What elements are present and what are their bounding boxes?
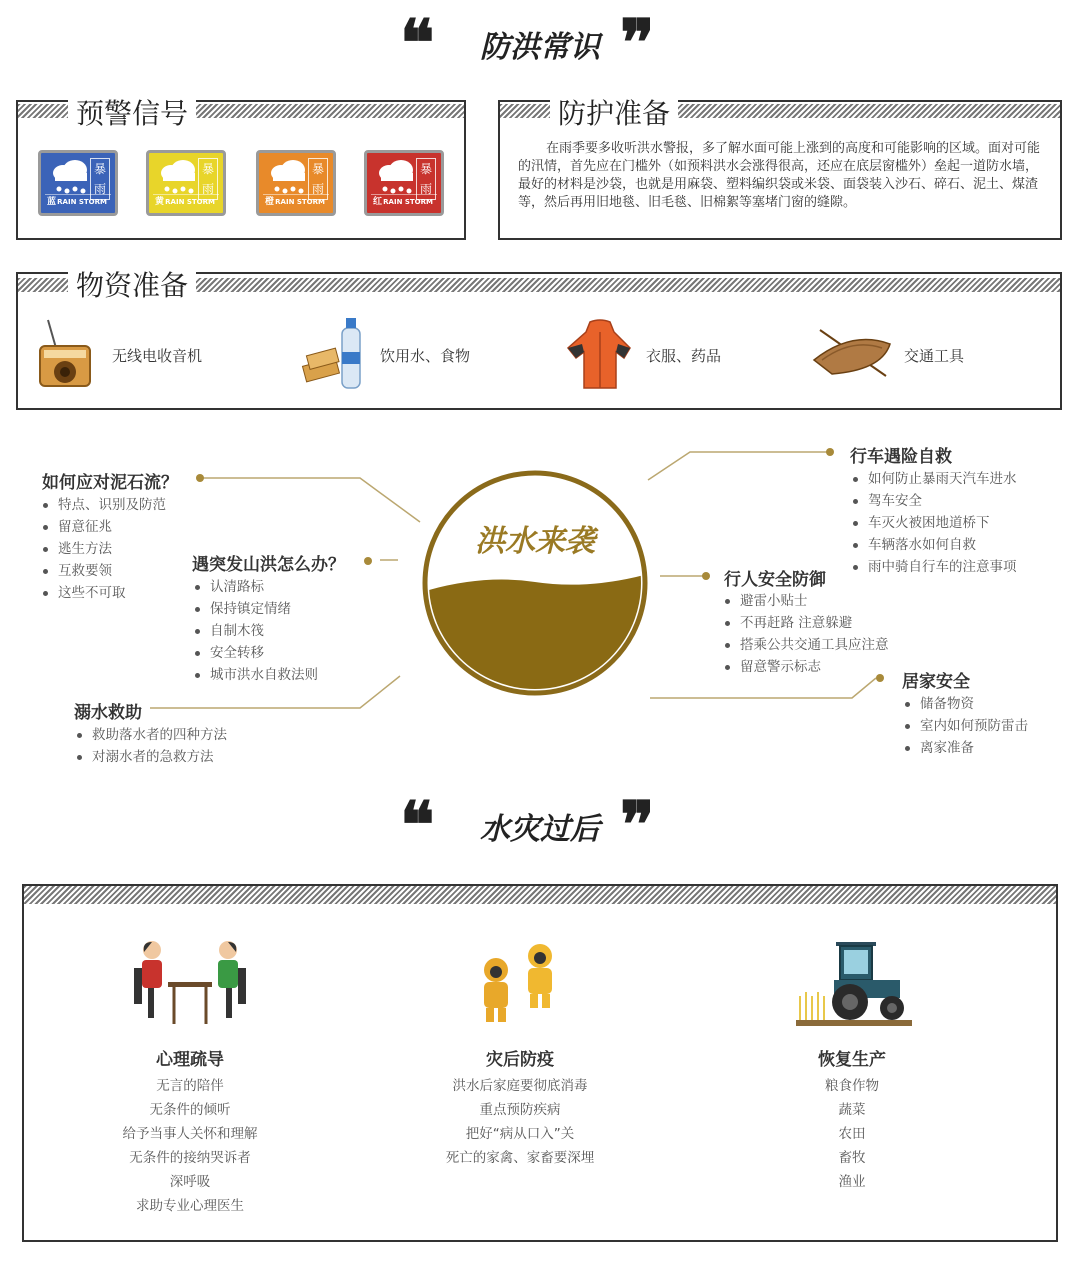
node-list-pedestrian — [722, 590, 889, 678]
node-dot-mountain — [364, 557, 372, 565]
signal-caption: 蓝 RAIN STORM — [45, 194, 111, 209]
list-item: 避雷小贴士 — [722, 590, 889, 612]
list-item: 留意警示标志 — [722, 656, 889, 678]
rain-cloud-icon — [49, 159, 91, 199]
list-item: 农田 — [838, 1126, 866, 1142]
radio-icon — [38, 318, 92, 390]
signal-side-label: 暴雨 — [90, 158, 110, 200]
list-item: 雨中骑自行车的注意事项 — [850, 556, 1017, 578]
list-item: 特点、识别及防范 — [40, 494, 166, 516]
list-item: 离家准备 — [902, 737, 1028, 759]
rain-cloud-icon — [375, 159, 417, 199]
list-item: 车辆落水如何自救 — [850, 534, 1017, 556]
materials-title: 物资准备 — [68, 268, 196, 304]
aftermath-title-counseling: 心理疏导 — [156, 1050, 224, 1070]
list-item: 互救要领 — [40, 560, 166, 582]
open-quote-icon: ❝ — [400, 6, 429, 81]
aftermath-list-epidemic — [390, 1074, 650, 1170]
list-item: 留意征兆 — [40, 516, 166, 538]
warning-signal-card — [364, 150, 444, 216]
signal-level: 红 — [373, 197, 383, 207]
flood-center-circle — [422, 470, 648, 696]
tractor-icon — [794, 936, 914, 1028]
node-title-pedestrian: 行人安全防御 — [724, 570, 826, 590]
list-item: 重点预防疾病 — [479, 1102, 561, 1118]
node-list-home — [902, 693, 1028, 759]
list-item: 储备物资 — [902, 693, 1028, 715]
aftermath-title-production: 恢复生产 — [818, 1050, 886, 1070]
list-item: 不再赶路 注意躲避 — [722, 612, 889, 634]
list-item: 逃生方法 — [40, 538, 166, 560]
list-item: 死亡的家禽、家畜要深埋 — [445, 1150, 595, 1166]
aftermath-list-counseling — [60, 1074, 320, 1218]
protection-text: 在雨季要多收听洪水警报，多了解水面可能上涨到的高度和可能影响的区域。面对可能的汛情，首先应在门槛外（如预料洪水会涨得很高，还应在底层窗槛外）垒起一道防水墙，最好的材料是沙袋，也就是用麻袋、塑料编织袋或米袋、面袋装入沙石、碎石、泥土、煤渣等，然后再用旧地毯、旧毛毯、旧棉絮等塞堵门窗的缝隙。 — [518, 141, 1041, 210]
material-label-radio: 无线电收音机 — [112, 347, 203, 365]
after-heading — [0, 788, 1080, 863]
close-quote-icon: ❞ — [620, 6, 649, 81]
list-item: 车灭火被困地道桥下 — [850, 512, 1017, 534]
list-item: 对溺水者的急救方法 — [74, 746, 227, 768]
list-item: 城市洪水自救法则 — [192, 664, 318, 686]
list-item: 渔业 — [838, 1174, 866, 1190]
node-dot-driving — [826, 448, 834, 456]
list-item: 深呼吸 — [169, 1174, 211, 1190]
list-item: 无条件的倾听 — [149, 1102, 231, 1118]
boat-icon — [812, 326, 892, 380]
warning-signal-card — [38, 150, 118, 216]
list-item: 保持镇定情绪 — [192, 598, 318, 620]
signal-caption: 黄 RAIN STORM — [153, 194, 219, 209]
node-list-driving — [850, 468, 1017, 578]
list-item: 救助落水者的四种方法 — [74, 724, 227, 746]
flood-center-title: 洪水来袭 — [475, 524, 595, 559]
list-item: 室内如何预防雷击 — [902, 715, 1028, 737]
list-item: 求助专业心理医生 — [136, 1198, 244, 1214]
node-title-mountain: 遇突发山洪怎么办？ — [192, 555, 345, 575]
warning-signal-card — [146, 150, 226, 216]
after-heading-text: 水灾过后 — [480, 812, 600, 847]
list-item: 安全转移 — [192, 642, 318, 664]
counseling-icon — [130, 938, 250, 1026]
node-dot-pedestrian — [702, 572, 710, 580]
list-item: 给予当事人关怀和理解 — [122, 1126, 258, 1142]
node-list-mudslide — [40, 494, 166, 604]
list-item: 驾车安全 — [850, 490, 1017, 512]
list-item: 粮食作物 — [825, 1078, 879, 1094]
material-label-transport: 交通工具 — [904, 347, 965, 365]
signal-caption: 红 RAIN STORM — [371, 194, 437, 209]
node-title-drowning: 溺水救助 — [74, 703, 142, 723]
node-list-drowning — [74, 724, 227, 768]
list-item: 蔬菜 — [838, 1102, 866, 1118]
list-item: 无条件的接纳哭诉者 — [129, 1150, 251, 1166]
signal-level: 黄 — [155, 197, 165, 207]
node-title-driving: 行车遇险自救 — [850, 447, 952, 467]
protection-title: 防护准备 — [550, 96, 678, 132]
list-item: 畜牧 — [838, 1150, 866, 1166]
raincoat-icon — [564, 318, 636, 390]
node-title-home: 居家安全 — [902, 672, 970, 692]
list-item: 如何防止暴雨天汽车进水 — [850, 468, 1017, 490]
signal-level: 橙 — [265, 197, 275, 207]
hazmat-icon — [470, 940, 566, 1024]
list-item: 这些不可取 — [40, 582, 166, 604]
material-label-water-food: 饮用水、食物 — [380, 347, 471, 365]
signal-side-label: 暴雨 — [308, 158, 328, 200]
warning-signal-card — [256, 150, 336, 216]
warning-title: 预警信号 — [68, 96, 196, 132]
node-list-mountain — [192, 576, 318, 686]
list-item: 认清路标 — [192, 576, 318, 598]
list-item: 把好“病从口入”关 — [465, 1126, 575, 1142]
signal-side-label: 暴雨 — [416, 158, 436, 200]
material-label-clothes: 衣服、药品 — [646, 347, 722, 365]
signal-caption: 橙 RAIN STORM — [263, 194, 329, 209]
list-item: 无言的陪伴 — [156, 1078, 224, 1094]
signal-level: 蓝 — [47, 197, 57, 207]
node-dot-mudslide — [196, 474, 204, 482]
aftermath-title-epidemic: 灾后防疫 — [486, 1050, 554, 1070]
list-item: 搭乘公共交通工具应注意 — [722, 634, 889, 656]
rain-cloud-icon — [157, 159, 199, 199]
node-dot-home — [876, 674, 884, 682]
top-heading-text: 防洪常识 — [480, 30, 600, 65]
aftermath-hatch — [24, 886, 1056, 904]
node-title-mudslide: 如何应对泥石流？ — [42, 473, 178, 493]
close-quote-icon: ❞ — [620, 788, 649, 863]
rain-cloud-icon — [267, 159, 309, 199]
top-heading — [0, 6, 1080, 81]
open-quote-icon: ❝ — [400, 788, 429, 863]
list-item: 自制木筏 — [192, 620, 318, 642]
list-item: 洪水后家庭要彻底消毒 — [452, 1078, 588, 1094]
water-food-icon — [300, 316, 370, 392]
aftermath-list-production — [722, 1074, 982, 1194]
signal-side-label: 暴雨 — [198, 158, 218, 200]
